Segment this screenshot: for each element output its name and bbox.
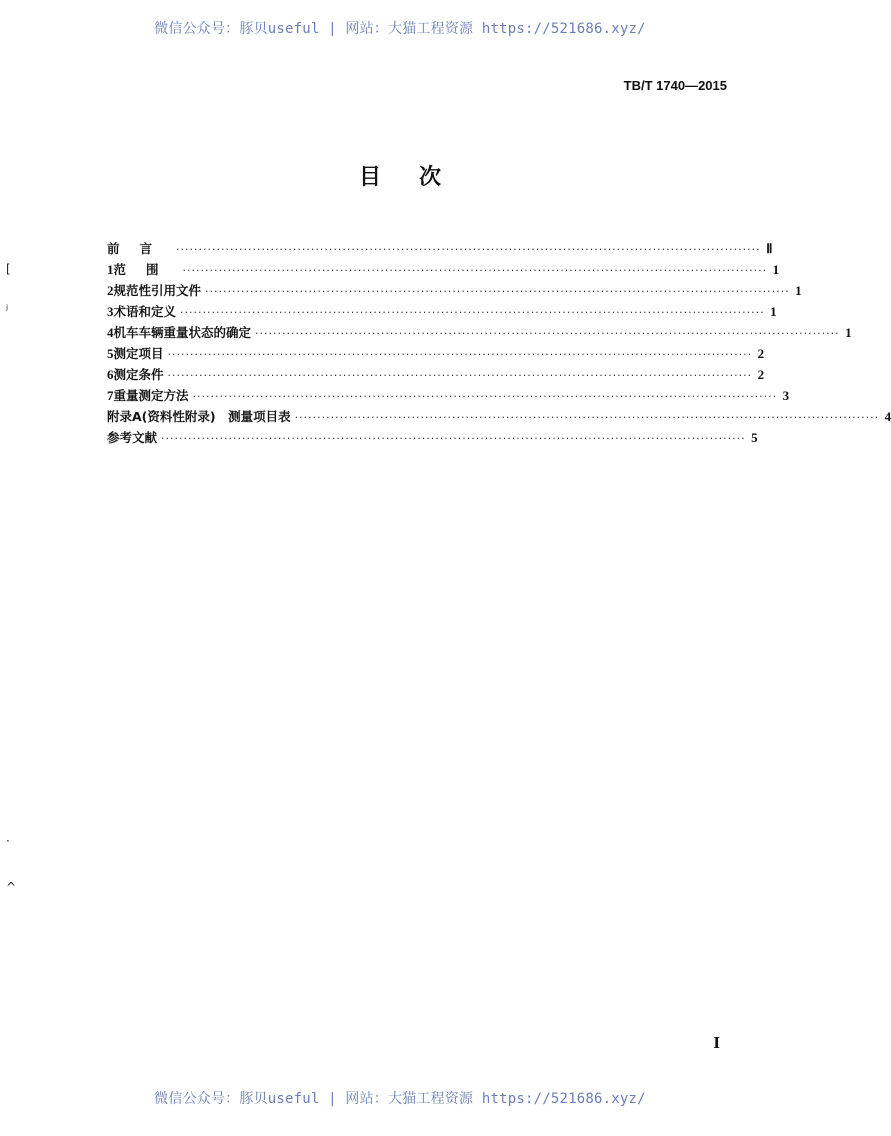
toc-entry-page: 1 (845, 325, 852, 340)
dot-leader: ·································································································································· (176, 243, 761, 256)
toc-entry-page: 5 (751, 430, 758, 445)
toc-entry-label: 附录A(资料性附录) 测量项目表 (107, 409, 291, 424)
toc-entry-label: 机车车辆重量状态的确定 (113, 325, 252, 340)
toc-entry-conditions[interactable] (107, 365, 765, 386)
toc-entry-label: 术语和定义 (113, 304, 177, 319)
toc-entry-label: 范围 (113, 262, 179, 277)
toc-entry-page: 3 (782, 388, 790, 403)
toc-entry-number: 4 (107, 325, 114, 340)
watermark-top: 微信公众号：豚贝useful | 网站：大猫工程资源 https://521686.xyz/ (154, 21, 646, 37)
toc-entry-number: 2 (107, 283, 114, 298)
toc-entry-label: 重量测定方法 (113, 388, 189, 403)
toc-entry-normative-references[interactable] (107, 281, 802, 302)
toc-entry-page: Ⅱ (766, 241, 773, 256)
dot-leader: ·································································································································· (294, 411, 880, 424)
toc-entry-number: 5 (107, 346, 114, 361)
toc-entry-label: 前言 (107, 241, 173, 256)
toc-entry-number: 1 (107, 262, 114, 277)
toc-entry-methods[interactable] (107, 386, 790, 407)
toc-entry-label: 参考文献 (107, 430, 158, 445)
toc-entry-number: 3 (107, 304, 114, 319)
dot-leader: ·································································································································· (167, 348, 753, 361)
scan-mark: ʲ (6, 302, 9, 316)
toc-entry-number: 7 (107, 388, 114, 403)
toc-entry-scope[interactable] (107, 260, 780, 281)
toc-entry-foreword[interactable] (107, 239, 773, 260)
dot-leader: ·································································································································· (192, 390, 778, 403)
dot-leader: ·································································································································· (205, 285, 790, 298)
toc-entry-terms[interactable] (107, 302, 777, 323)
toc-entry-annex-a[interactable] (107, 407, 891, 428)
dot-leader: ·································································································································· (182, 264, 768, 277)
dot-leader: ·································································································································· (255, 327, 840, 340)
dot-leader: ·································································································································· (161, 432, 746, 445)
scan-mark: · (6, 834, 10, 848)
toc-entry-label: 测定条件 (113, 367, 164, 382)
scan-mark: ^ (6, 880, 17, 894)
page-number: I (713, 1033, 720, 1052)
toc-entry-page: 2 (757, 346, 765, 361)
table-of-contents (107, 239, 891, 449)
toc-title: 目次 (358, 165, 479, 190)
toc-entry-label: 测定项目 (113, 346, 164, 361)
toc-entry-weight-state[interactable] (107, 323, 852, 344)
toc-entry-items[interactable] (107, 344, 765, 365)
toc-entry-page: 1 (795, 283, 802, 298)
toc-entry-bibliography[interactable] (107, 428, 758, 449)
scan-mark: [ (6, 262, 11, 276)
toc-entry-number: 6 (107, 367, 114, 382)
toc-entry-page: 4 (884, 409, 891, 424)
toc-entry-label: 规范性引用文件 (113, 283, 202, 298)
watermark-bottom: 微信公众号：豚贝useful | 网站：大猫工程资源 https://521686.xyz/ (154, 1091, 646, 1107)
standard-code: TB/T 1740—2015 (623, 78, 727, 93)
toc-entry-page: 1 (770, 304, 777, 319)
dot-leader: ·································································································································· (180, 306, 765, 319)
dot-leader: ·································································································································· (167, 369, 753, 382)
toc-entry-page: 1 (772, 262, 780, 277)
toc-entry-page: 2 (757, 367, 765, 382)
